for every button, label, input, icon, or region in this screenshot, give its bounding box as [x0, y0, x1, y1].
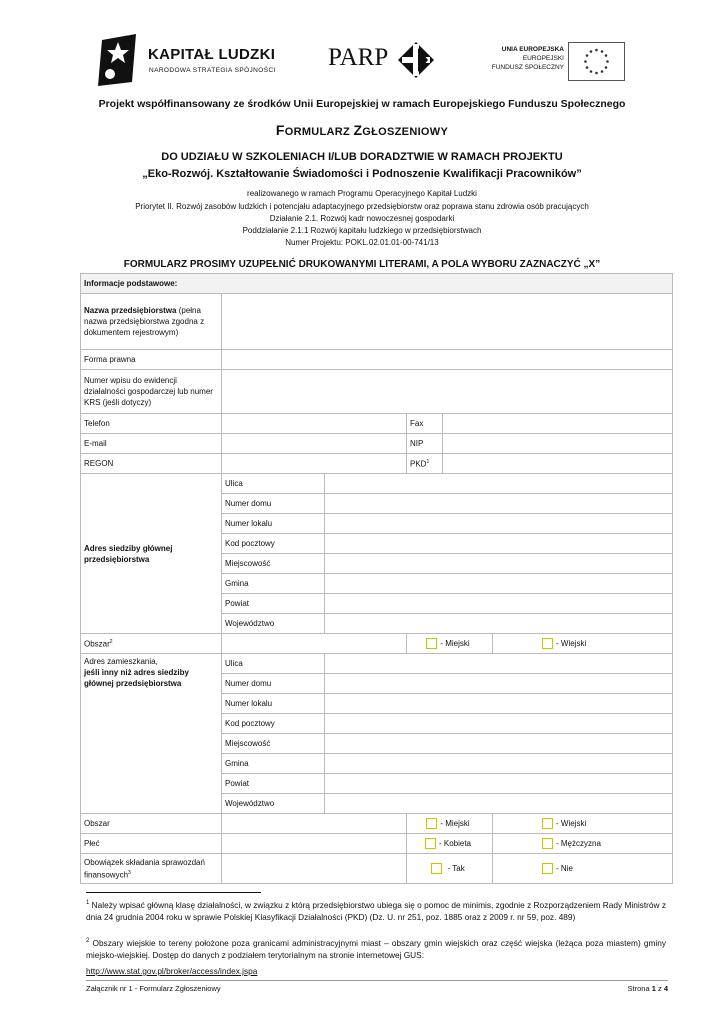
footnote-2 [86, 935, 666, 961]
eu-label [488, 45, 564, 72]
cofinance-note: Projekt współfinansowany ze środków Unii Europejskiej w ramach Europejskiego Funduszu Społecznego [98, 98, 626, 110]
female-option [407, 834, 493, 854]
female-checkbox[interactable] [425, 838, 436, 849]
current-page: 1 [651, 984, 656, 993]
eu-line-3: FUNDUSZ SPOŁECZNY [491, 64, 564, 71]
address-label: Powiat [222, 594, 325, 614]
area2-rural-option [493, 814, 673, 834]
page-separator: z [655, 984, 664, 993]
nip-field[interactable] [443, 434, 673, 454]
hq-apartment-number-field[interactable] [325, 514, 673, 534]
table-row [81, 474, 673, 494]
residence-county-field[interactable] [325, 774, 673, 794]
address-label: Województwo [222, 614, 325, 634]
fax-field[interactable] [443, 414, 673, 434]
address-label: Numer domu [222, 494, 325, 514]
hq-voivodeship-field[interactable] [325, 614, 673, 634]
reporting-label-text: Obowiązek składania sprawozdań finansowych [84, 857, 205, 880]
table-row [81, 274, 673, 294]
parp-wordmark: PARP [328, 44, 389, 71]
hq-address-label: Adres siedziby głównej przedsiębiorstwa [81, 474, 222, 634]
company-name-label-bold: Nazwa przedsiębiorstwa [84, 306, 177, 315]
participation-heading: DO UDZIAŁU W SZKOLENIACH I/LUB DORADZTWIE W RAMACH PROJEKTU [161, 151, 563, 163]
rural-checkbox[interactable] [542, 638, 553, 649]
rural-label: - Wiejski [556, 638, 587, 648]
address-label: Numer lokalu [222, 514, 325, 534]
address-label: Kod pocztowy [222, 534, 325, 554]
form-title [0, 122, 724, 138]
eu-line-1: UNIA EUROPEJSKA [501, 46, 564, 53]
yes-checkbox[interactable] [431, 863, 442, 874]
residence-postal-code-field[interactable] [325, 714, 673, 734]
footnote-divider [86, 892, 261, 893]
reporting-yes-option [407, 854, 493, 884]
blank-cell [222, 834, 407, 854]
submeasure-line: Poddziałanie 2.1.1 Rozwój kapitału ludzkiego w przedsiębiorstwach [242, 226, 482, 235]
blank-cell [222, 634, 407, 654]
reporting-label [81, 854, 222, 884]
residence-label-text: Adres zamieszkania, [84, 657, 158, 666]
hq-postal-code-field[interactable] [325, 534, 673, 554]
page-prefix: Strona [627, 984, 652, 993]
gus-link[interactable]: http://www.stat.gov.pl/broker/access/index.jspa [86, 966, 258, 976]
nip-label: NIP [407, 434, 443, 454]
project-name: „Eko-Rozwój. Kształtowanie Świadomości i Podnoszenie Kwalifikacji Pracowników” [142, 168, 582, 180]
male-option [493, 834, 673, 854]
email-label: E-mail [81, 434, 222, 454]
phone-label: Telefon [81, 414, 222, 434]
area-urban-option [407, 634, 493, 654]
form-title-part: Z [353, 122, 363, 138]
table-row [81, 854, 673, 884]
fill-instruction: FORMULARZ PROSIMY UZUPEŁNIĆ DRUKOWANYMI LITERAMI, A POLA WYBORU ZAZNACZYĆ „X” [123, 259, 601, 270]
footnote-text: Należy wpisać główną klasę działalności, w związku z którą przedsiębiorstwo ubiega się o pomoc de minimis, zgodnie z Rozporządzeniem Rady Ministrów z dnia 24 grudnia 2004 roku w sprawie Polskiej Klasyfikacji Działalności (PKD) (Dz. U. nr 251, poz. 1885 oraz z 2009 r. nr 59, poz. 489) [86, 899, 666, 922]
table-row [81, 434, 673, 454]
table-row [81, 634, 673, 654]
hq-city-field[interactable] [325, 554, 673, 574]
residence-address-label [81, 654, 222, 814]
residence-apartment-number-field[interactable] [325, 694, 673, 714]
blank-cell [222, 814, 407, 834]
hq-commune-field[interactable] [325, 574, 673, 594]
registry-number-field[interactable] [222, 370, 673, 414]
eu-flag-icon [568, 42, 625, 81]
yes-label: - Tak [445, 863, 465, 873]
female-label: - Kobieta [438, 838, 472, 848]
address-label: Numer domu [222, 674, 325, 694]
eu-line-2: EUROPEJSKI [522, 55, 564, 62]
address-label: Miejscowość [222, 554, 325, 574]
rural-checkbox[interactable] [542, 818, 553, 829]
table-row [81, 834, 673, 854]
footnote-number: 2 [86, 938, 90, 944]
fax-label: Fax [407, 414, 443, 434]
residence-street-field[interactable] [325, 654, 673, 674]
address-label: Kod pocztowy [222, 714, 325, 734]
residence-house-number-field[interactable] [325, 674, 673, 694]
table-row [81, 350, 673, 370]
company-name-label [81, 294, 222, 350]
hq-house-number-field[interactable] [325, 494, 673, 514]
application-form-table [80, 273, 673, 884]
address-label: Numer lokalu [222, 694, 325, 714]
footnote-number: 1 [86, 900, 90, 906]
table-row [81, 654, 673, 674]
area2-urban-option [407, 814, 493, 834]
total-pages: 4 [663, 984, 668, 993]
parp-arrows-icon [396, 40, 436, 80]
footer-divider [86, 980, 668, 981]
pkd-text: PKD [410, 459, 427, 469]
form-title-part: ORMULARZ [284, 126, 354, 138]
male-checkbox[interactable] [542, 838, 553, 849]
address-label: Miejscowość [222, 734, 325, 754]
no-checkbox[interactable] [542, 863, 553, 874]
area-rural-option [493, 634, 673, 654]
footnote-1 [86, 897, 666, 923]
company-name-field[interactable] [222, 294, 673, 350]
address-label: Województwo [222, 794, 325, 814]
legal-form-field[interactable] [222, 350, 673, 370]
form-title-part: F [275, 122, 285, 138]
registry-number-label: Numer wpisu do ewidencji działalności gospodarczej lub numer KRS (jeśli dotyczy) [81, 370, 222, 414]
residence-commune-field[interactable] [325, 754, 673, 774]
footer-attachment: Załącznik nr 1 - Formularz Zgłoszeniowy [86, 984, 221, 993]
footnote-ref: 3 [128, 869, 131, 876]
kapital-ludzki-emblem-icon [98, 34, 138, 86]
kapital-ludzki-title: KAPITAŁ LUDZKI [148, 46, 276, 63]
address-label: Powiat [222, 774, 325, 794]
project-number: Numer Projektu: POKL.02.01.01-00-741/13 [285, 238, 439, 247]
program-line: realizowanego w ramach Programu Operacyjnego Kapitał Ludzki [247, 189, 477, 198]
rural-label: - Wiejski [556, 818, 587, 828]
urban-label: - Miejski [440, 818, 470, 828]
phone-field[interactable] [222, 414, 407, 434]
regon-field[interactable] [222, 454, 407, 474]
address-label: Gmina [222, 574, 325, 594]
male-label: - Mężczyzna [556, 838, 601, 848]
address-label: Ulica [222, 654, 325, 674]
priority-line: Priorytet II. Rozwój zasobów ludzkich i potencjału adaptacyjnego przedsiębiorstw oraz poprawa stanu zdrowia osób pracujących [135, 202, 589, 211]
footnote-ref: 1 [426, 459, 430, 466]
section-header: Informacje podstawowe: [81, 274, 673, 294]
blank-cell [222, 854, 407, 884]
hq-street-field[interactable] [325, 474, 673, 494]
urban-checkbox[interactable] [426, 638, 437, 649]
urban-checkbox[interactable] [426, 818, 437, 829]
area-label-text: Obszar [84, 639, 110, 649]
parp-logo [328, 40, 438, 80]
footnote-ref: 2 [109, 639, 113, 646]
table-row [81, 454, 673, 474]
measure-line: Działanie 2.1. Rozwój kadr nowoczesnej gospodarki [269, 214, 455, 223]
table-row [81, 294, 673, 350]
area2-label: Obszar [81, 814, 222, 834]
no-label: - Nie [556, 863, 573, 873]
form-title-part: GŁOSZENIOWY [362, 126, 449, 138]
footnote-text: Obszary wiejskie to tereny położone poza granicami administracyjnymi miast – obszary gmin wiejskich oraz część wiejska (leżąca poza miastem) gminy miejsko-wiejskiej. Dostęp do danych z podziałem terytorialnym na stronie internetowej GUS: [86, 937, 666, 960]
pkd-field[interactable] [443, 454, 673, 474]
pkd-label [407, 454, 443, 474]
residence-label-bold: jeśli inny niż adres siedziby głównej przedsiębiorstwa [84, 668, 189, 688]
table-row [81, 370, 673, 414]
address-label: Gmina [222, 754, 325, 774]
kapital-ludzki-subtitle: NARODOWA STRATEGIA SPÓJNOŚCI [149, 67, 276, 74]
page-number [560, 984, 668, 993]
address-label: Ulica [222, 474, 325, 494]
residence-city-field[interactable] [325, 734, 673, 754]
residence-voivodeship-field[interactable] [325, 794, 673, 814]
table-row [81, 414, 673, 434]
area-label [81, 634, 222, 654]
kapital-ludzki-logo [98, 34, 278, 90]
hq-county-field[interactable] [325, 594, 673, 614]
email-field[interactable] [222, 434, 407, 454]
table-row [81, 814, 673, 834]
regon-label: REGON [81, 454, 222, 474]
legal-form-label: Forma prawna [81, 350, 222, 370]
sex-label: Płeć [81, 834, 222, 854]
urban-label: - Miejski [440, 638, 470, 648]
company-name-label-note: (pełna nazwa przedsiębiorstwa zgodna z dokumentem rejestrowym) [84, 306, 205, 337]
reporting-no-option [493, 854, 673, 884]
